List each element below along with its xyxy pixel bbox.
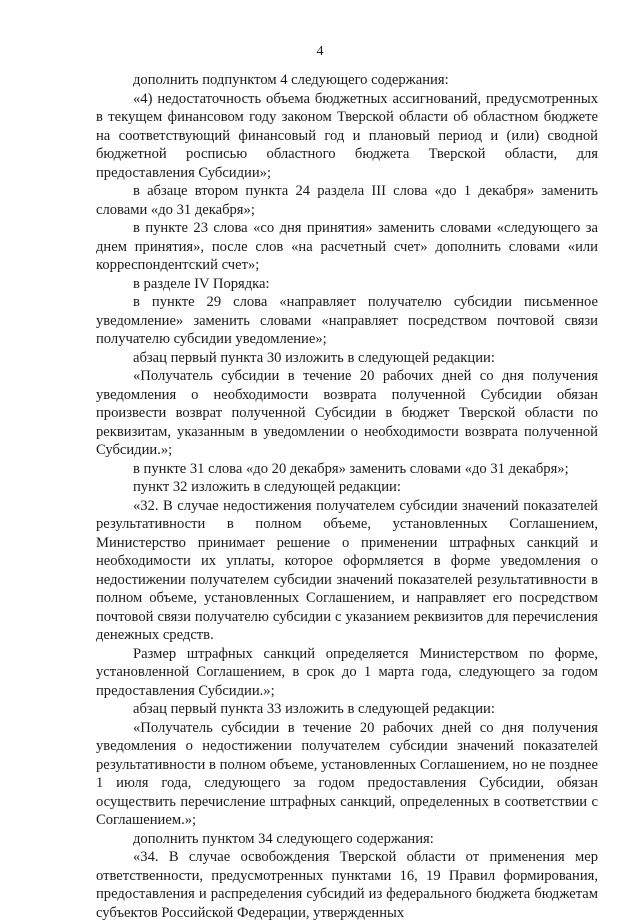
paragraph: «34. В случае освобождения Тверской области от применения мер ответственности, предусмотренных пунктами 16, 19 Правил формирования, предоставления и распределения субсидий из федерального бюджета бюджетам субъектов Российской Федерации, утвержденных — [96, 849, 598, 921]
paragraph: «Получатель субсидии в течение 20 рабочих дней со дня получения уведомления о необходимости возврата полученной Субсидии обязан произвести возврат полученной Субсидии в бюджет Тверской области по реквизитам, указанным в уведомлении о необходимости возврата полученной Субсидии.»; — [96, 368, 598, 458]
page-number: 4 — [316, 44, 324, 59]
paragraph: дополнить подпунктом 4 следующего содержания: — [133, 72, 449, 88]
paragraph: абзац первый пункта 33 изложить в следующей редакции: — [133, 701, 495, 717]
paragraph: пункт 32 изложить в следующей редакции: — [133, 479, 401, 495]
paragraph: «32. В случае недостижения получателем субсидии значений показателей результативности в полном объеме, установленных Соглашением, Министерство принимает решение о применении штрафных санкций и необходимости их уплаты, которое оформляется в форме уведомления о недостижении получателем субсидии значений показателей результативности в полном объеме, установленных Соглашением, и направляет его посредством почтовой связи получателю субсидии с указанием реквизитов для перечисления денежных средств. — [96, 497, 598, 643]
paragraph: дополнить пунктом 34 следующего содержания: — [133, 830, 434, 847]
paragraph: «Получатель субсидии в течение 20 рабочих дней со дня получения уведомления о недостижении получателем субсидии значений показателей результативности в полном объеме, установленных Соглашением, но не позднее 1 июля года, следующего за годом предоставления Субсидии, обязан осуществить перечисление штрафных санкций, определенных в соответствии с Соглашением.»; — [96, 719, 598, 828]
paragraph: абзац первый пункта 30 изложить в следующей редакции: — [133, 349, 495, 366]
paragraph: Размер штрафных санкций определяется Министерством по форме, установленной Соглашением, в срок до 1 марта года, следующего за годом предоставления Субсидии.»; — [96, 645, 598, 699]
paragraph: в пункте 31 слова «до 20 декабря» заменить словами «до 31 декабря»; — [133, 460, 569, 477]
document-body — [96, 71, 598, 922]
paragraph: в абзаце втором пункта 24 раздела III слова «до 1 декабря» заменить словами «до 31 декабря»; — [96, 183, 598, 218]
paragraph: «4) недостаточность объема бюджетных ассигнований, предусмотренных в текущем финансовом году законом Тверской области об областном бюджете на соответствующий финансовый год и плановый период и (или) сводной бюджетной росписью областного бюджета Тверской области, для предоставления Субсидии»; — [96, 90, 598, 181]
paragraph: в разделе IV Порядка: — [133, 275, 270, 292]
paragraph: в пункте 23 слова «со дня принятия» заменить словами «следующего за днем принятия», после слов «на расчетный счет» дополнить словами «или корреспондентский счет»; — [96, 220, 598, 273]
paragraph: в пункте 29 слова «направляет получателю субсидии письменное уведомление» заменить словами «направляет посредством почтовой связи получателю субсидии уведомление»; — [96, 294, 598, 347]
